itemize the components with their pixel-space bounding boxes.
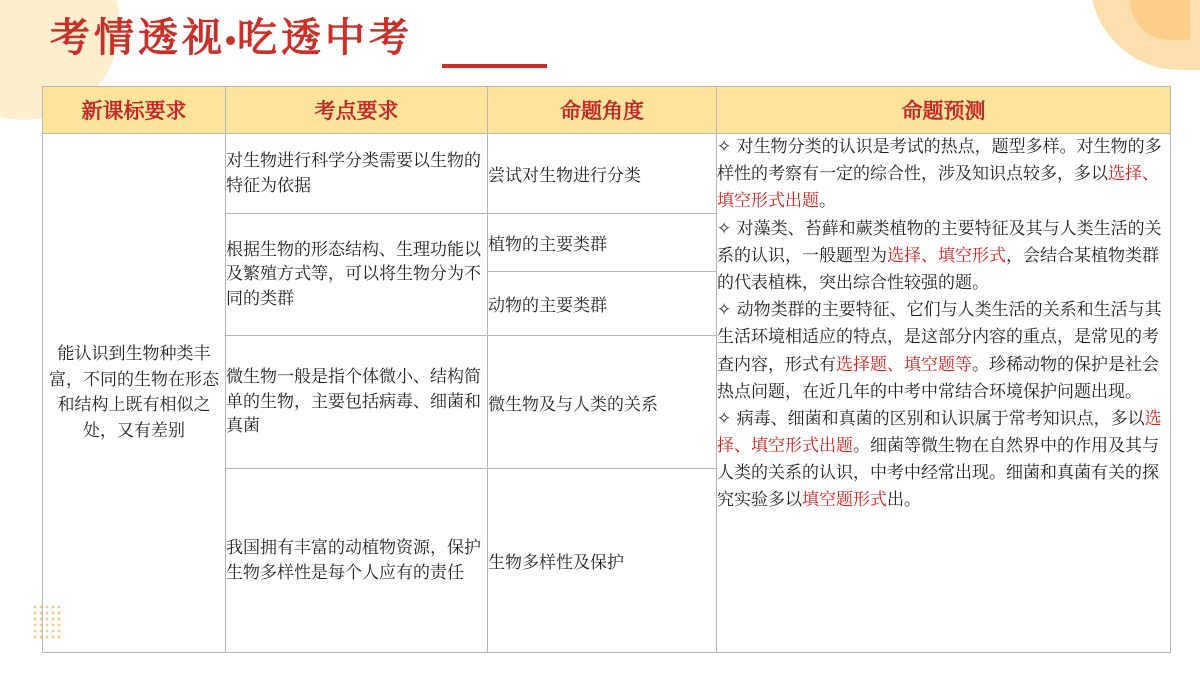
header-angle: 命题角度 <box>488 87 717 134</box>
key-point-cell: 对生物进行科学分类需要以生物的特征为依据 <box>226 134 488 214</box>
highlight-text: 选择题、填空题等 <box>836 354 972 375</box>
header-key-points: 考点要求 <box>226 87 488 134</box>
exam-analysis-table <box>42 86 1171 653</box>
key-point-cell: 根据生物的形态结构、生理功能以及繁殖方式等，可以将生物分为不同的类群 <box>226 214 488 336</box>
title-part2: 吃透中考 <box>237 15 413 61</box>
angle-cell: 动物的主要类群 <box>488 272 717 336</box>
title-separator-dot-icon <box>226 36 235 45</box>
curriculum-requirement-cell: 能认识到生物种类丰富，不同的生物在形态和结构上既有相似之处，又有差别 <box>43 134 226 653</box>
page-title <box>50 8 413 72</box>
title-underline <box>442 64 547 68</box>
angle-cell: 生物多样性及保护 <box>488 469 717 653</box>
prediction-para-2: ✧ 对藻类、苔藓和蕨类植物的主要特征及其与人类生活的关系的认识，一般题型为选择、填空形式，会结合某植物类群的代表植株，突出综合性较强的题。 <box>717 218 1162 293</box>
prediction-para-4: ✧ 病毒、细菌和真菌的区别和认识属于常考知识点，多以选择、填空形式出题。细菌等微生物在自然界中的作用及其与人类的关系的认识，中考中经常出现。细菌和真菌有关的探究实验多以填空题形式出。 <box>717 408 1162 511</box>
title-part1: 考情透视 <box>50 15 226 61</box>
highlight-text: 选择、填空形式 <box>887 245 1006 266</box>
key-point-cell: 我国拥有丰富的动植物资源，保护生物多样性是每个人应有的责任 <box>226 469 488 653</box>
angle-cell: 微生物及与人类的关系 <box>488 336 717 469</box>
key-point-cell: 微生物一般是指个体微小、结构简单的生物，主要包括病毒、细菌和真菌 <box>226 336 488 469</box>
header-curriculum: 新课标要求 <box>43 87 226 134</box>
prediction-para-3: ✧ 动物类群的主要特征、它们与人类生活的关系和生活与其生活环境相适应的特点，是这部分内容的重点，是常见的考查内容，形式有选择题、填空题等。珍稀动物的保护是社会热点问题，在近几年的中考中常结合环境保护问题出现。 <box>717 300 1162 402</box>
angle-cell: 尝试对生物进行分类 <box>488 134 717 214</box>
highlight-text: 选择、填空形式出题 <box>717 408 1162 457</box>
angle-cell: 植物的主要类群 <box>488 214 717 272</box>
header-prediction: 命题预测 <box>717 87 1171 134</box>
table-row <box>43 134 1171 214</box>
prediction-para-1: ✧ 对生物分类的认识是考试的热点，题型多样。对生物的多样性的考察有一定的综合性，涉及知识点较多，多以选择、填空形式出题。 <box>717 137 1162 212</box>
highlight-text: 填空题形式 <box>802 490 887 511</box>
highlight-text: 选择、填空形式出题 <box>717 164 1159 212</box>
table-header-row <box>43 87 1171 134</box>
prediction-cell <box>717 134 1171 653</box>
